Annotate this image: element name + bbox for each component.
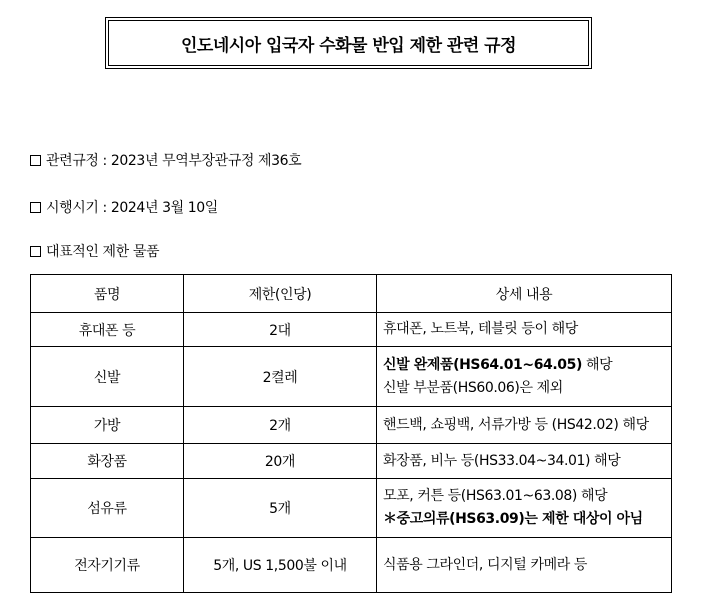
checkbox-icon [30, 155, 41, 166]
document-title: 인도네시아 입국자 수화물 반입 제한 관련 규정 [108, 20, 589, 66]
table-header-row [31, 275, 672, 313]
table-row [31, 407, 672, 444]
detail-cell [377, 538, 672, 593]
table-row [31, 313, 672, 347]
detail-line: 식품용 그라인더, 디지털 카메라 등 [383, 556, 587, 573]
item-cell: 가방 [31, 407, 184, 444]
detail-line: 휴대폰, 노트북, 테블릿 등이 해당 [383, 321, 578, 337]
detail-cell [377, 407, 672, 444]
limit-cell: 2대 [184, 313, 377, 347]
regulation-line [30, 150, 301, 170]
item-cell: 화장품 [31, 444, 184, 479]
detail-bold-line: ＊중고의류(HS63.09)는 제한 대상이 아님 [383, 511, 643, 527]
detail-line: 모포, 커튼 등(HS63.01~63.08) 해당 [383, 488, 608, 504]
header-item: 품명 [31, 275, 184, 313]
table-row [31, 444, 672, 479]
regulation-text: 관련규정 : 2023년 무역부장관규정 제36호 [46, 153, 302, 169]
table-row [31, 347, 672, 407]
item-cell: 섬유류 [31, 479, 184, 538]
items-heading-line [30, 241, 159, 261]
detail-bold-text: 신발 완제품(HS64.01~64.05) [383, 356, 582, 373]
header-detail: 상세 내용 [377, 275, 672, 313]
checkbox-icon [30, 202, 41, 213]
detail-cell [377, 444, 672, 479]
limit-cell: 2켤레 [184, 347, 377, 407]
checkbox-icon [30, 246, 41, 257]
detail-cell [377, 479, 672, 538]
limit-cell: 2개 [184, 407, 377, 444]
limit-cell: 5개, US 1,500불 이내 [184, 538, 377, 593]
detail-line: 화장품, 비누 등(HS33.04~34.01) 해당 [383, 452, 621, 469]
limit-cell: 20개 [184, 444, 377, 479]
table-row [31, 538, 672, 593]
item-cell: 휴대폰 등 [31, 313, 184, 347]
limit-cell: 5개 [184, 479, 377, 538]
items-heading-text: 대표적인 제한 물품 [46, 244, 160, 260]
detail-line: 신발 부분품(HS60.06)은 제외 [383, 379, 563, 396]
effective-date-text: 시행시기 : 2024년 3월 10일 [46, 200, 218, 216]
restricted-items-table [30, 274, 672, 593]
detail-cell [377, 347, 672, 407]
detail-cell [377, 313, 672, 347]
effective-date-line [30, 197, 218, 217]
header-limit: 제한(인당) [184, 275, 377, 313]
item-cell: 전자기기류 [31, 538, 184, 593]
item-cell: 신발 [31, 347, 184, 407]
table-row [31, 479, 672, 538]
detail-line: 핸드백, 쇼핑백, 서류가방 등 (HS42.02) 해당 [383, 416, 649, 433]
detail-text: 해당 [582, 356, 613, 373]
detail-line [383, 354, 665, 377]
